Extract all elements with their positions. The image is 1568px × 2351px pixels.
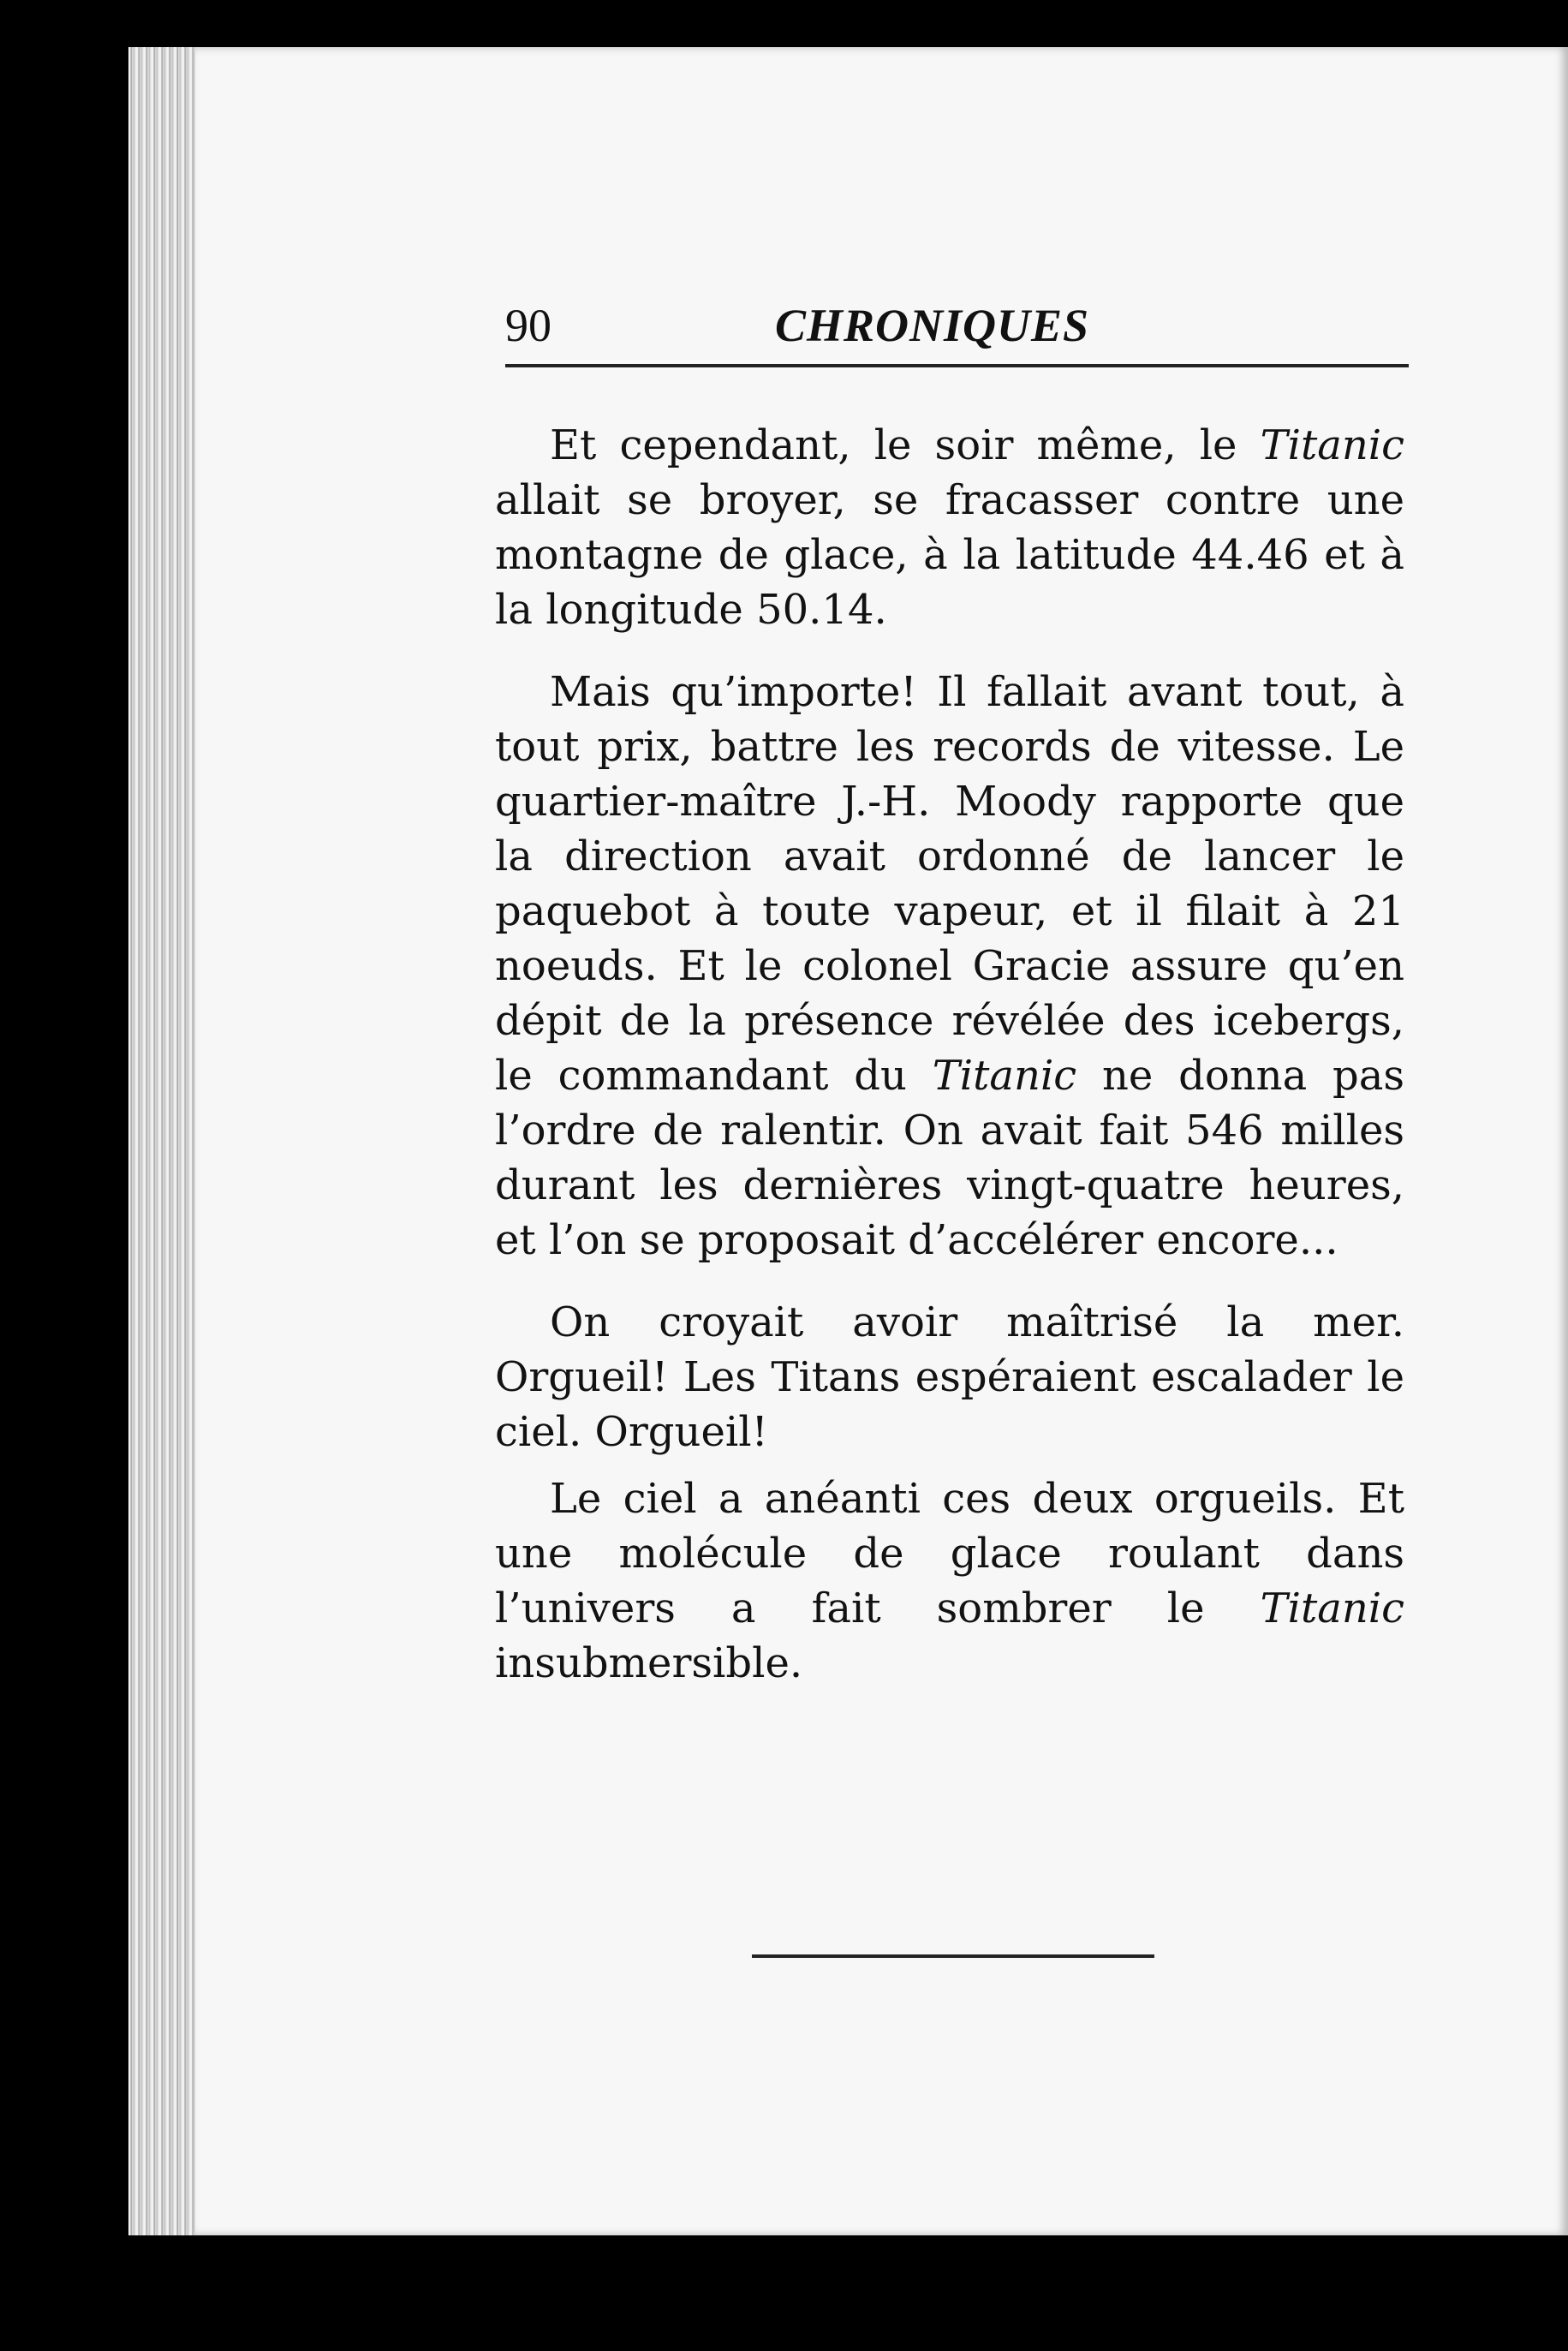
paragraph-2	[495, 665, 1404, 1268]
paragraph-3	[495, 1295, 1404, 1459]
paragraph-1-ship-name: Titanic	[1260, 421, 1404, 469]
end-rule	[752, 1954, 1154, 1958]
paragraph-2-ship-name: Titanic	[932, 1052, 1077, 1100]
paragraph-2-text-end: ne donna pas l’ordre de ralentir. On avait fait 546 milles durant les dernières vingt-quatre heures, et l’on se proposait d’accélérer encore...	[495, 1052, 1404, 1264]
paragraph-4-text-start: Le ciel a anéanti ces deux orgueils. Et une molécule de glace roulant dans l’univers a fait sombrer le	[495, 1475, 1404, 1632]
running-head: CHRONIQUES	[775, 300, 1090, 351]
paragraph-1	[495, 418, 1404, 637]
header-rule	[505, 364, 1409, 367]
paragraph-4	[495, 1471, 1404, 1691]
paragraph-1-text-end: allait se broyer, se fracasser contre une montagne de glace, à la latitude 44.46 et à la longitude 50.14.	[495, 476, 1404, 634]
paragraph-3-text: On croyait avoir maîtrisé la mer. Orgueil! Les Titans espéraient escalader le ciel. Orgueil!	[495, 1298, 1404, 1456]
paragraph-1-text-start: Et cependant, le soir même, le	[550, 421, 1261, 469]
paragraph-4-ship-name: Titanic	[1260, 1584, 1404, 1632]
page-header	[505, 295, 1409, 364]
page-number: 90	[505, 300, 551, 351]
paragraph-4-text-end: insubmersible.	[495, 1639, 803, 1687]
body-text	[495, 418, 1404, 1718]
paragraph-2-text-start: Mais qu’importe! Il fallait avant tout, à tout prix, battre les records de vitesse. Le quartier-maître J.-H. Moody rapporte que la direction avait ordonné de lancer le paquebot à toute vapeur, et il filait à 21 noeuds. Et le colonel Gracie assure qu’en dépit de la présence révélée des icebergs, le commandant du	[495, 668, 1404, 1100]
